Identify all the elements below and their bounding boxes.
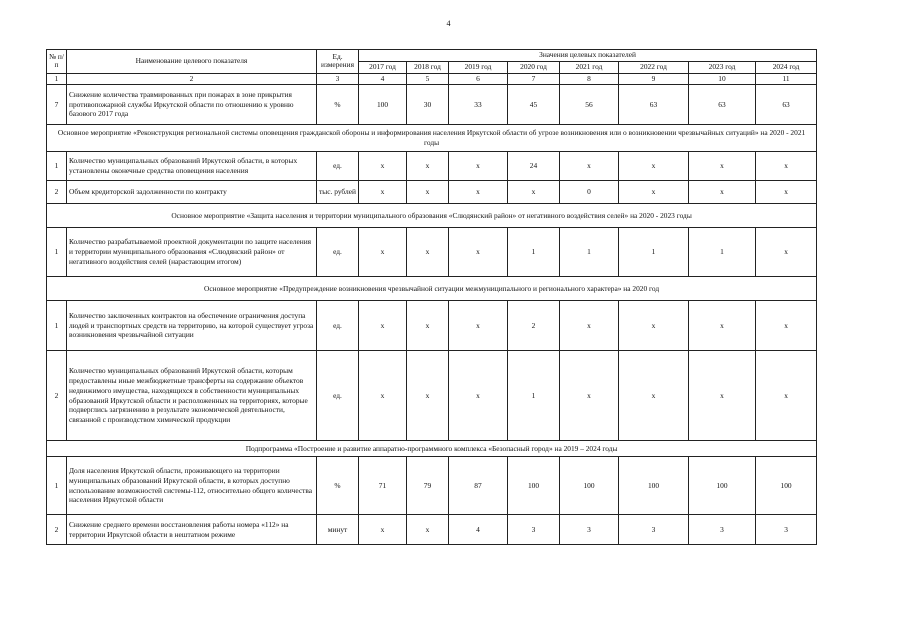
header-year: 2024 год	[756, 62, 817, 74]
indicator-value: x	[359, 351, 407, 441]
indicator-name: Доля населения Иркутской области, проживающего на территории муниципальных образований Иркутской области, в которых доступно использование возможностей системы-112, относительно общего количества населения Иркутской области	[67, 457, 317, 515]
indicator-value: x	[449, 152, 508, 181]
page-number: 4	[446, 19, 451, 28]
column-number: 7	[508, 73, 560, 85]
header-year: 2020 год	[508, 62, 560, 74]
indicator-value: 33	[449, 85, 508, 125]
indicator-name: Количество заключенных контрактов на обеспечение ограничения доступа людей и транспортных средств на территорию, на которой существует угроза возникновения чрезвычайной ситуации	[67, 301, 317, 351]
indicator-value: 100	[508, 457, 560, 515]
column-number: 9	[619, 73, 689, 85]
indicator-value: 1	[619, 228, 689, 277]
indicator-unit: ед.	[317, 228, 359, 277]
indicator-value: x	[359, 515, 407, 545]
indicator-value: x	[619, 351, 689, 441]
indicator-row	[47, 457, 817, 515]
indicator-value: 100	[560, 457, 619, 515]
indicator-value: x	[508, 181, 560, 204]
indicator-value: x	[407, 515, 449, 545]
indicator-name: Количество разрабатываемой проектной документации по защите населения и территории муниципального образования «Слюдянский район» от негативного воздействия селей (нарастающим итогом)	[67, 228, 317, 277]
indicator-unit: ед.	[317, 152, 359, 181]
row-number: 1	[47, 457, 67, 515]
indicator-value: 3	[689, 515, 756, 545]
indicator-value: 3	[619, 515, 689, 545]
header-year: 2022 год	[619, 62, 689, 74]
indicator-value: 2	[508, 301, 560, 351]
column-number: 2	[67, 73, 317, 85]
indicator-name: Снижение среднего времени восстановления работы номера «112» на территории Иркутской области в нештатном режиме	[67, 515, 317, 545]
indicator-value: x	[756, 181, 817, 204]
indicator-value: x	[756, 152, 817, 181]
header-year: 2019 год	[449, 62, 508, 74]
section-heading: Подпрограмма «Построение и развитие аппаратно-программного комплекса «Безопасный город» на 2019 – 2024 годы	[47, 441, 817, 457]
indicator-value: 45	[508, 85, 560, 125]
indicator-value: 1	[689, 228, 756, 277]
indicator-value: 1	[508, 351, 560, 441]
indicator-value: x	[407, 351, 449, 441]
indicator-value: x	[619, 181, 689, 204]
indicator-value: 4	[449, 515, 508, 545]
indicator-value: 63	[756, 85, 817, 125]
indicator-value: x	[689, 152, 756, 181]
indicator-value: 1	[560, 228, 619, 277]
indicator-value: 87	[449, 457, 508, 515]
indicator-value: x	[560, 301, 619, 351]
section-heading: Основное мероприятие «Защита населения и территории муниципального образования «Слюдянский район» от негативного воздействия селей» на 2020 - 2023 годы	[47, 204, 817, 228]
row-number: 1	[47, 301, 67, 351]
indicator-value: x	[359, 228, 407, 277]
indicator-value: x	[449, 228, 508, 277]
row-number: 1	[47, 152, 67, 181]
indicator-value: x	[449, 351, 508, 441]
indicator-value: x	[449, 301, 508, 351]
indicator-value: x	[407, 301, 449, 351]
section-heading: Основное мероприятие «Предупреждение возникновения чрезвычайной ситуации межмуниципального и регионального характера» на 2020 год	[47, 277, 817, 301]
indicator-unit: %	[317, 85, 359, 125]
indicator-value: x	[560, 152, 619, 181]
indicator-value: x	[619, 301, 689, 351]
header-name: Наименование целевого показателя	[67, 50, 317, 74]
indicator-value: 63	[619, 85, 689, 125]
indicator-name: Объем кредиторской задолженности по контракту	[67, 181, 317, 204]
header-values-group: Значения целевых показателей	[359, 50, 817, 62]
indicator-unit: ед.	[317, 351, 359, 441]
row-number: 2	[47, 351, 67, 441]
column-number: 5	[407, 73, 449, 85]
indicator-value: 63	[689, 85, 756, 125]
indicator-name: Количество муниципальных образований Иркутской области, в которых установлены оконечные средства оповещения населения	[67, 152, 317, 181]
header-year: 2023 год	[689, 62, 756, 74]
column-number: 11	[756, 73, 817, 85]
indicator-value: 30	[407, 85, 449, 125]
section-heading: Основное мероприятие «Реконструкция региональной системы оповещения гражданской обороны и информирования населения Иркутской области об угрозе возникновения или о возникновении чрезвычайных ситуаций» на 2020 - 2021 годы	[47, 125, 817, 152]
indicator-value: 100	[756, 457, 817, 515]
indicator-value: 3	[560, 515, 619, 545]
indicator-value: x	[407, 181, 449, 204]
indicator-value: 100	[689, 457, 756, 515]
indicator-value: x	[359, 152, 407, 181]
indicator-row	[47, 228, 817, 277]
indicator-value: 1	[508, 228, 560, 277]
indicator-value: x	[619, 152, 689, 181]
indicator-value: 100	[359, 85, 407, 125]
header-unit: Ед. измерения	[317, 50, 359, 74]
header-year: 2018 год	[407, 62, 449, 74]
column-number: 1	[47, 73, 67, 85]
indicator-row	[47, 152, 817, 181]
indicator-row	[47, 515, 817, 545]
indicator-row	[47, 181, 817, 204]
indicator-unit: ед.	[317, 301, 359, 351]
indicator-value: 79	[407, 457, 449, 515]
indicator-name: Количество муниципальных образований Иркутской области, которым предоставлены иные межбюджетные трансферты на содержание объектов недвижимого имущества, находящихся в собственности муниципальных образований Иркутской области и расположенных на территориях, которые подверглись загрязнению в результате экономической деятельности, связанной с производством химической продукции	[67, 351, 317, 441]
indicator-value: x	[560, 351, 619, 441]
indicator-value: x	[449, 181, 508, 204]
row-number: 2	[47, 515, 67, 545]
indicator-value: x	[756, 228, 817, 277]
indicator-unit: минут	[317, 515, 359, 545]
section-heading-row	[47, 441, 817, 457]
column-number: 10	[689, 73, 756, 85]
indicator-value: x	[359, 301, 407, 351]
section-heading-row	[47, 125, 817, 152]
section-heading-row	[47, 204, 817, 228]
indicator-value: x	[756, 301, 817, 351]
indicator-row	[47, 351, 817, 441]
indicator-value: 3	[756, 515, 817, 545]
indicator-value: 3	[508, 515, 560, 545]
target-indicators-table	[46, 49, 817, 545]
indicator-unit: %	[317, 457, 359, 515]
indicator-value: 24	[508, 152, 560, 181]
indicator-value: x	[689, 301, 756, 351]
row-number: 7	[47, 85, 67, 125]
indicator-value: x	[756, 351, 817, 441]
column-number: 3	[317, 73, 359, 85]
row-number: 1	[47, 228, 67, 277]
header-num: № п/п	[47, 50, 67, 74]
column-number: 6	[449, 73, 508, 85]
indicator-value: 0	[560, 181, 619, 204]
indicator-value: x	[359, 181, 407, 204]
row-number: 2	[47, 181, 67, 204]
indicator-value: 56	[560, 85, 619, 125]
header-year: 2017 год	[359, 62, 407, 74]
section-heading-row	[47, 277, 817, 301]
column-number: 8	[560, 73, 619, 85]
indicator-value: x	[689, 181, 756, 204]
header-year: 2021 год	[560, 62, 619, 74]
indicator-value: 71	[359, 457, 407, 515]
indicator-row	[47, 85, 817, 125]
indicator-value: x	[689, 351, 756, 441]
column-number: 4	[359, 73, 407, 85]
indicator-unit: тыс. рублей	[317, 181, 359, 204]
indicator-value: 100	[619, 457, 689, 515]
indicator-name: Снижение количества травмированных при пожарах в зоне прикрытия противопожарной службы Иркутской области по отношению к уровню базового 2017 года	[67, 85, 317, 125]
indicator-row	[47, 301, 817, 351]
indicator-value: x	[407, 152, 449, 181]
indicator-value: x	[407, 228, 449, 277]
